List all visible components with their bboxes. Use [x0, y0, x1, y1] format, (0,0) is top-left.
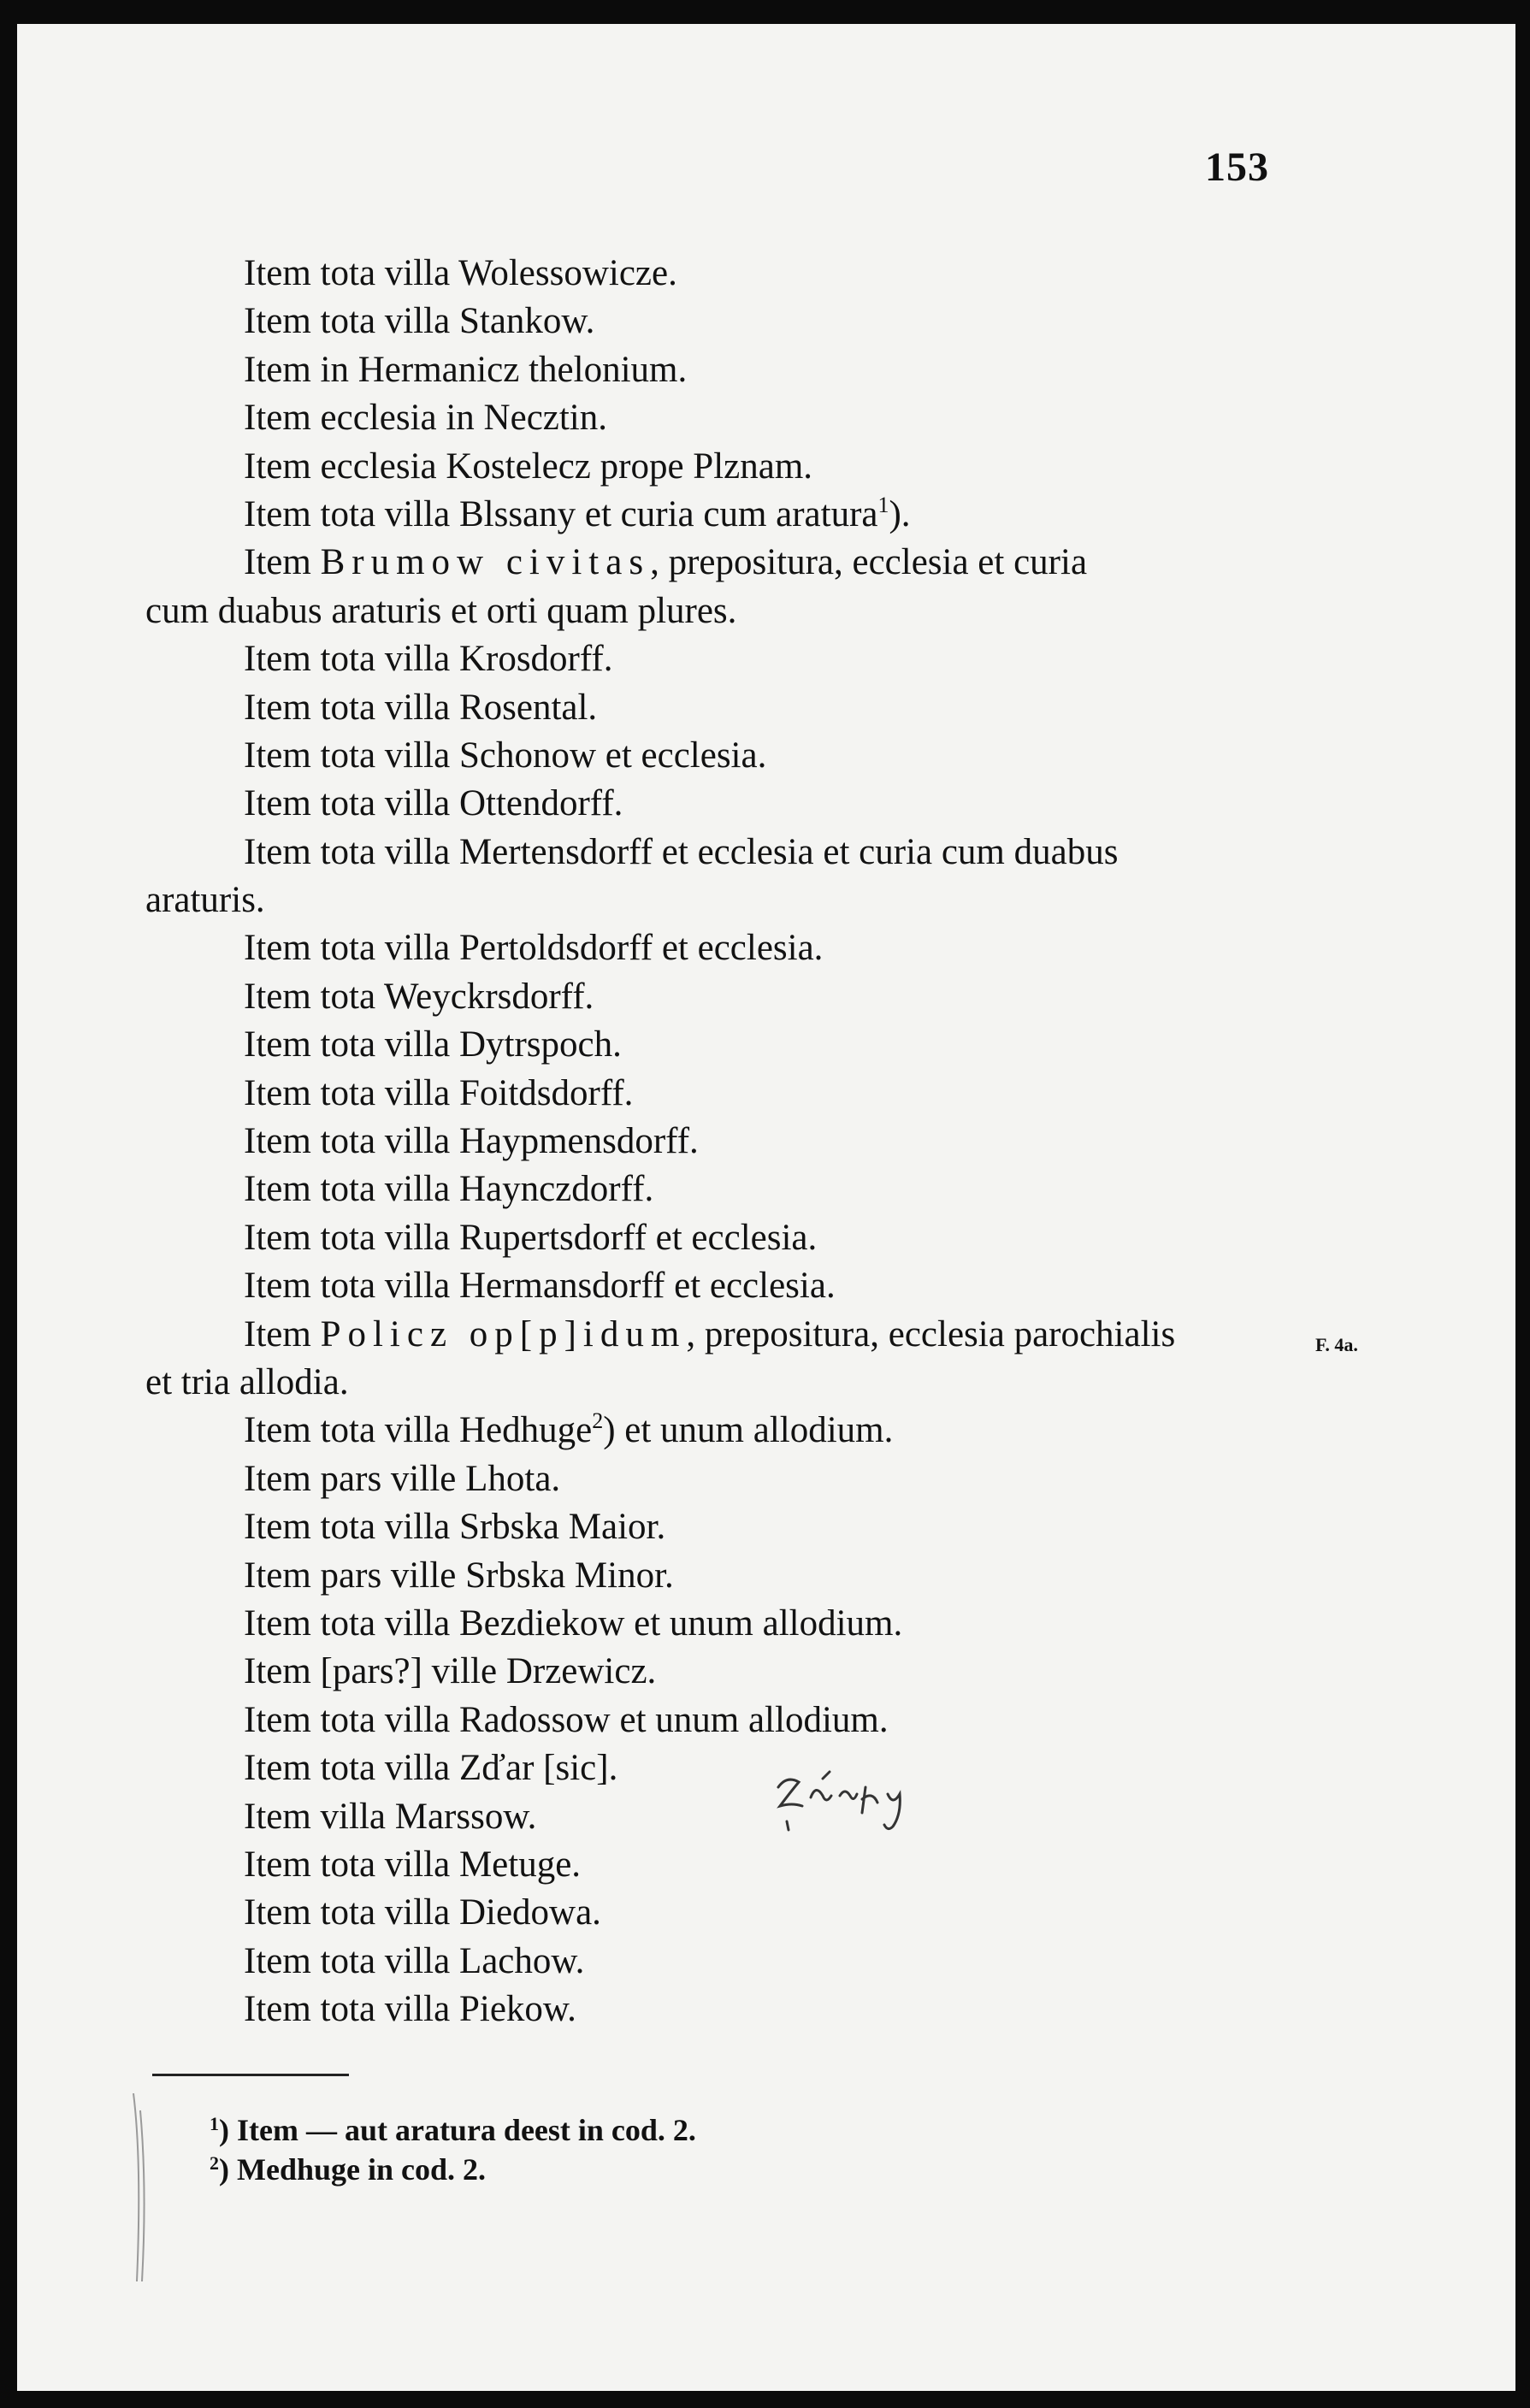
margin-note: F. 4a. — [1315, 1334, 1358, 1355]
line-text: Item tota villa Foitdsdorff. — [244, 1072, 634, 1113]
line-text: Item [pars?] ville Drzewicz. — [244, 1651, 657, 1692]
footnote-mark: 2 — [210, 2152, 219, 2174]
text-line — [145, 1503, 1308, 1551]
text-line — [145, 1455, 1308, 1503]
text-line — [145, 1938, 1308, 1986]
text-line — [145, 346, 1308, 394]
line-text: Item tota villa Haynczdorff. — [244, 1169, 654, 1210]
text-line — [145, 1889, 1308, 1937]
scan-edge-mark — [128, 2093, 162, 2281]
line-text: Item tota villa Schonow et ecclesia. — [244, 735, 767, 776]
text-line — [145, 1118, 1308, 1166]
line-text: ). — [889, 493, 911, 534]
line-text: Item tota villa Radossow et unum allodium. — [244, 1699, 889, 1740]
line-text: Item tota villa Stankow. — [244, 301, 595, 342]
line-text: Item in Hermanicz thelonium. — [244, 349, 688, 390]
text-line — [145, 1214, 1308, 1262]
line-text: Item tota villa Piekow. — [244, 1989, 576, 2030]
line-text: Item tota villa Diedowa. — [244, 1892, 601, 1933]
footnote-text: ) Item — aut aratura deest in cod. 2. — [219, 2113, 696, 2147]
text-line — [145, 1841, 1308, 1889]
text-line — [145, 443, 1308, 491]
handwritten-annotation — [761, 1762, 958, 1838]
footnote-marker: 1 — [877, 492, 889, 517]
text-line — [145, 829, 1308, 876]
text-line — [145, 491, 1308, 539]
spaced-place-name: Brumow civitas — [320, 542, 651, 583]
line-text: Item tota villa Rosental. — [244, 687, 598, 728]
footnote-separator — [152, 2074, 349, 2076]
line-text: Item ecclesia in Necztin. — [244, 398, 608, 439]
line-text: ) et unum allodium. — [603, 1410, 894, 1451]
footnote — [210, 2110, 696, 2150]
line-text: Item tota villa Metuge. — [244, 1844, 582, 1885]
line-text: Item tota villa Rupertsdorff et ecclesia. — [244, 1217, 818, 1258]
text-line — [145, 1262, 1308, 1310]
line-text: Item tota villa Hedhuge — [244, 1410, 593, 1451]
line-text: Item tota villa Wolessowicze. — [244, 253, 677, 293]
footnotes — [210, 2110, 696, 2189]
text-line — [145, 1793, 1308, 1841]
footnote-marker: 2 — [592, 1408, 604, 1434]
text-line — [145, 1070, 1308, 1118]
line-text: Item tota villa Ottendorff. — [244, 783, 623, 824]
text-line — [145, 1359, 1308, 1407]
line-text: Item tota villa Krosdorff. — [244, 639, 613, 680]
text-line — [145, 1744, 1308, 1792]
line-text: Item pars ville Lhota. — [244, 1458, 561, 1499]
text-line — [145, 394, 1308, 442]
line-text: Item tota villa Haypmensdorff. — [244, 1121, 699, 1162]
line-text: Item — [244, 542, 321, 583]
text-line — [145, 780, 1308, 828]
line-text: et tria allodia. — [145, 1361, 349, 1402]
line-text: , prepositura, ecclesia parochialis — [686, 1313, 1176, 1354]
text-line — [145, 1552, 1308, 1600]
line-text: Item tota Weyckrsdorff. — [244, 976, 594, 1017]
line-text: Item tota villa Mertensdorff et ecclesia et curia cum duabus — [244, 831, 1119, 872]
line-text: Item tota villa Pertoldsdorff et ecclesia. — [244, 928, 824, 969]
text-line — [145, 876, 1308, 924]
footnote-mark: 1 — [210, 2113, 219, 2134]
line-text: Item tota villa Dytrspoch. — [244, 1024, 622, 1065]
text-line — [145, 1697, 1308, 1744]
line-text: Item tota villa Zďar [sic]. — [244, 1748, 618, 1789]
line-text: Item — [244, 1313, 321, 1354]
line-text: Item tota villa Blssany et curia cum aratura — [244, 493, 878, 534]
text-line — [145, 684, 1308, 732]
text-line — [145, 1986, 1308, 2033]
text-line — [145, 1648, 1308, 1696]
text-line — [145, 1407, 1308, 1455]
document-page — [17, 24, 1515, 2391]
text-line — [145, 298, 1308, 345]
text-line — [145, 1600, 1308, 1648]
line-text: Item ecclesia Kostelecz prope Plznam. — [244, 446, 813, 487]
main-text — [145, 250, 1308, 2033]
line-text: Item tota villa Bezdiekow et unum allodium. — [244, 1602, 903, 1644]
text-line — [145, 1166, 1308, 1213]
text-line — [145, 924, 1308, 972]
text-line — [145, 587, 1308, 635]
text-line — [145, 635, 1308, 683]
page-number: 153 — [1205, 145, 1269, 190]
text-line — [145, 732, 1308, 780]
footnote — [210, 2150, 696, 2189]
line-text: Item tota villa Srbska Maior. — [244, 1507, 666, 1548]
text-line — [145, 539, 1308, 587]
line-text: Item villa Marssow. — [244, 1796, 537, 1837]
footnote-text: ) Medhuge in cod. 2. — [219, 2152, 487, 2187]
line-text: , prepositura, ecclesia et curia — [650, 542, 1088, 583]
text-line — [145, 1021, 1308, 1069]
text-line — [145, 1311, 1308, 1359]
spaced-place-name: Policz op[p]idum — [320, 1313, 687, 1354]
line-text: Item tota villa Hermansdorff et ecclesia. — [244, 1266, 836, 1307]
line-text: cum duabus araturis et orti quam plures. — [145, 590, 737, 631]
text-line — [145, 250, 1308, 298]
text-line — [145, 973, 1308, 1021]
line-text: Item tota villa Lachow. — [244, 1940, 585, 1981]
line-text: Item pars ville Srbska Minor. — [244, 1555, 674, 1596]
line-text: araturis. — [145, 880, 265, 921]
